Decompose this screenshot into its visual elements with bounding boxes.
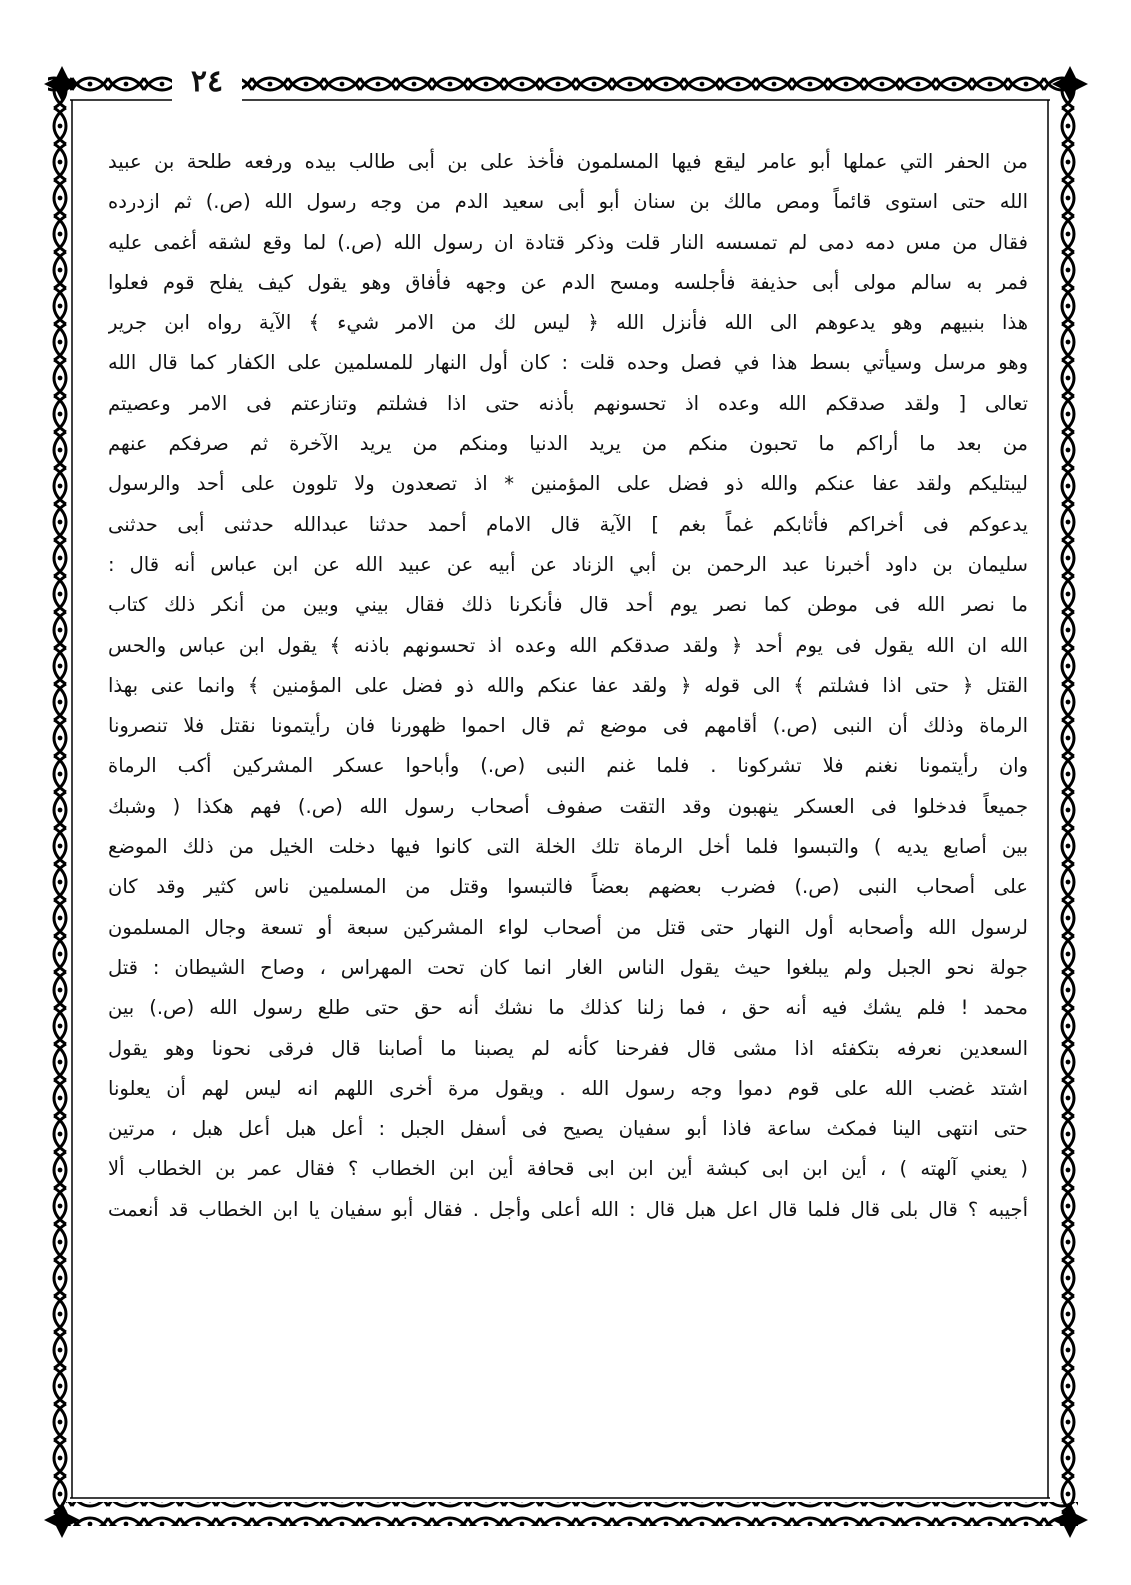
text-line: الله ان الله يقول فى يوم أحد ﴿ ولقد صدقكم الله وعده اذ تحسونهم باذنه ﴾ يقول ابن عباس والحس bbox=[108, 633, 1028, 657]
text-line: من بعد ما أراكم ما تحبون منكم من يريد الدنيا ومنكم من يريد الآخرة ثم صرفكم عنهم bbox=[108, 432, 1028, 456]
text-line: وهو مرسل وسيأتي بسط هذا في فصل وحده قلت : كان أول النهار للمسلمين على الكفار كما قال الله bbox=[108, 351, 1028, 375]
text-line: الله حتى استوى قائماً ومص مالك بن سنان أبو أبى سعيد الدم من وجه رسول الله (ص.) ثم ازدرده bbox=[108, 190, 1028, 214]
text-line: ليبتليكم ولقد عفا عنكم والله ذو فضل على المؤمنين * اذ تصعدون ولا تلوون على أحد والرسول bbox=[108, 472, 1028, 496]
text-line: جولة نحو الجبل ولم يبلغوا حيث يقول الناس الغار انما كان تحت المهراس ، وصاح الشيطان : قتل bbox=[108, 955, 1028, 979]
text-line: تعالى [ ولقد صدقكم الله وعده اذ تحسونهم بأذنه حتى اذا فشلتم وتنازعتم فى الامر وعصيتم bbox=[108, 391, 1028, 415]
text-line: فقال من مس دمه دمى لم تمسسه النار قلت وذكر قتادة ان رسول الله (ص.) لما وقع لشقه أغمى عليه bbox=[108, 230, 1028, 254]
text-line: محمد ! فلم يشك فيه أنه حق ، فما زلنا كذلك ما نشك أنه حق حتى طلع رسول الله (ص.) بين bbox=[108, 996, 1028, 1020]
text-line: يدعوكم فى أخراكم فأثابكم غماً بغم ] الآية قال الامام أحمد حدثنا عبدالله حدثنى أبى حدثنى bbox=[108, 512, 1028, 536]
text-line: سليمان بن داود أخبرنا عبد الرحمن بن أبي الزناد عن أبيه عن عبيد الله عن ابن عباس أنه قال : bbox=[108, 552, 1028, 576]
text-line: هذا بنبيهم وهو يدعوهم الى الله فأنزل الله ﴿ ليس لك من الامر شيء ﴾ الآية رواه ابن جرير bbox=[108, 311, 1028, 335]
text-line: وان رأيتمونا نغنم فلا تشركونا . فلما غنم النبى (ص.) وأباحوا عسكر المشركين أكب الرماة bbox=[108, 754, 1028, 778]
body-text bbox=[108, 142, 1028, 1230]
text-line: السعدين نعرفه بتكفئه اذا مشى قال ففرحنا كأنه لم يصبنا ما أصابنا قال فرقى نحونا وهو يقول bbox=[108, 1036, 1028, 1060]
text-line: على أصحاب النبى (ص.) فضرب بعضهم بعضاً فالتبسوا وقتل من المسلمين ناس كثير وقد كان bbox=[108, 875, 1028, 899]
text-line: الرماة وذلك أن النبى (ص.) أقامهم فى موضع ثم قال احموا ظهورنا فان رأيتمونا نقتل فلا تنصرونا bbox=[108, 714, 1028, 738]
text-line: القتل ﴿ حتى اذا فشلتم ﴾ الى قوله ﴿ ولقد عفا عنكم والله ذو فضل على المؤمنين ﴾ وانما عنى بهذا bbox=[108, 673, 1028, 697]
text-line: اشتد غضب الله على قوم دموا وجه رسول الله . ويقول مرة أخرى اللهم انه ليس لهم أن يعلونا bbox=[108, 1076, 1028, 1100]
bottom-border bbox=[66, 1502, 1078, 1526]
text-line: بين أصابع يديه ) والتبسوا فلما أخل الرماة تلك الخلة التى كانوا فيها دخلت الخيل من ذلك الموضع bbox=[108, 835, 1028, 859]
left-border bbox=[44, 88, 68, 1518]
text-line: أجيبه ؟ قال بلى قال فلما قال اعل هبل قال : الله أعلى وأجل . فقال أبو سفيان يا ابن الخطاب قد أنعمت bbox=[108, 1197, 1028, 1221]
text-line: ما نصر الله فى موطن كما نصر يوم أحد قال فأنكرنا ذلك فقال بيني وبين من أنكر ذلك كتاب bbox=[108, 593, 1028, 617]
text-line: لرسول الله وأصحابه أول النهار حتى قتل من أصحاب لواء المشركين سبعة أو تسعة وجال المسلمون bbox=[108, 915, 1028, 939]
text-line: جميعاً فدخلوا فى العسكر ينهبون وقد التقت صفوف أصحاب رسول الله (ص.) فهم هكذا ( وشبك bbox=[108, 794, 1028, 818]
text-line: فمر به سالم مولى أبى حذيفة فأجلسه ومسح الدم عن وجهه فأفاق وهو يقول كيف يفلح قوم فعلوا bbox=[108, 270, 1028, 294]
text-line: حتى انتهى الينا فمكث ساعة فاذا أبو سفيان يصيح فى أسفل الجبل : أعل هبل أعل هبل ، مرتين bbox=[108, 1117, 1028, 1141]
page-number: ٢٤ bbox=[172, 62, 242, 102]
right-border bbox=[1052, 78, 1076, 1518]
text-line: من الحفر التي عملها أبو عامر ليقع فيها المسلمون فأخذ على بن أبى طالب بيده ورفعه طلحة بن عبيد bbox=[108, 150, 1028, 173]
text-line: ( يعني آلهته ) ، أين ابن ابى كبشة أين ابن ابى قحافة أين ابن الخطاب ؟ فقال عمر بن الخطاب ألا bbox=[108, 1157, 1028, 1181]
